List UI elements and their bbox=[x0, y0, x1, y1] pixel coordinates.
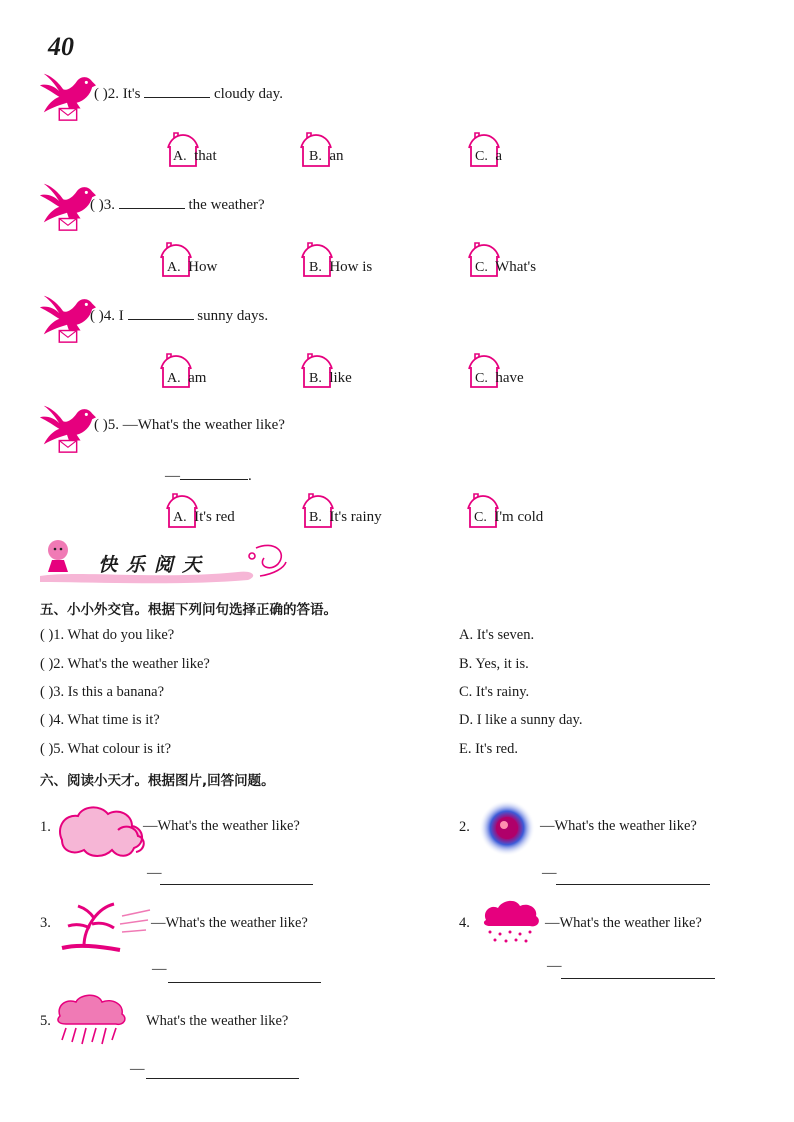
answer-line[interactable] bbox=[168, 981, 321, 983]
question-4: ( )4. I sunny days. bbox=[90, 308, 269, 324]
answer-line[interactable] bbox=[556, 883, 710, 885]
answer-dash: — bbox=[152, 961, 167, 977]
option-b[interactable]: B. like bbox=[309, 370, 352, 386]
section-banner bbox=[38, 536, 288, 586]
option-a[interactable]: A. am bbox=[167, 370, 207, 386]
item-question: —What's the weather like? bbox=[143, 818, 300, 834]
option-a[interactable]: A. It's red bbox=[173, 509, 235, 525]
answer-line: — . bbox=[165, 468, 252, 484]
page-number: 40 bbox=[48, 32, 74, 61]
answer-blank[interactable] bbox=[119, 196, 185, 209]
item-question: —What's the weather like? bbox=[540, 818, 697, 834]
match-question-4: ( )4. What time is it? bbox=[40, 712, 160, 728]
option-b[interactable]: B. It's rainy bbox=[309, 509, 382, 525]
match-question-2: ( )2. What's the weather like? bbox=[40, 656, 210, 672]
option-c[interactable]: C. have bbox=[475, 370, 524, 386]
question-5: ( )5. —What's the weather like? bbox=[94, 417, 285, 433]
match-answer-d: D. I like a sunny day. bbox=[459, 712, 583, 728]
section-5-heading: 五、小小外交官。根据下列问句选择正确的答语。 bbox=[40, 602, 337, 618]
question-3: ( )3. the weather? bbox=[90, 197, 265, 213]
option-c[interactable]: C. a bbox=[475, 148, 503, 164]
answer-dash: — bbox=[130, 1061, 145, 1077]
banner-title: 快乐阅天 bbox=[98, 554, 211, 576]
match-question-3: ( )3. Is this a banana? bbox=[40, 684, 165, 700]
cloudy-icon bbox=[52, 800, 152, 860]
item-question: What's the weather like? bbox=[146, 1013, 289, 1029]
option-a[interactable]: A. that bbox=[173, 148, 217, 164]
snowy-icon bbox=[480, 898, 542, 944]
bird-icon bbox=[38, 288, 96, 346]
bird-icon bbox=[38, 176, 96, 234]
answer-blank[interactable] bbox=[180, 467, 248, 480]
item-number: 3. bbox=[40, 915, 51, 931]
option-b[interactable]: B. an bbox=[309, 148, 344, 164]
item-number: 4. bbox=[459, 915, 470, 931]
question-2: ( )2. It's cloudy day. bbox=[94, 86, 283, 102]
windy-icon bbox=[54, 896, 154, 956]
match-question-5: ( )5. What colour is it? bbox=[40, 741, 172, 757]
answer-dash: — bbox=[147, 865, 162, 881]
answer-line[interactable] bbox=[561, 977, 715, 979]
match-answer-a: A. It's seven. bbox=[459, 627, 535, 643]
option-a[interactable]: A. How bbox=[167, 259, 218, 275]
section-6-heading: 六、阅读小天才。根据图片,回答问题。 bbox=[40, 773, 275, 789]
match-answer-b: B. Yes, it is. bbox=[459, 656, 529, 672]
item-number: 5. bbox=[40, 1013, 51, 1029]
answer-dash: — bbox=[547, 958, 562, 974]
option-c[interactable]: C. I'm cold bbox=[474, 509, 544, 525]
answer-line[interactable] bbox=[146, 1077, 299, 1079]
match-answer-e: E. It's red. bbox=[459, 741, 518, 757]
item-number: 2. bbox=[459, 819, 470, 835]
match-question-1: ( )1. What do you like? bbox=[40, 627, 175, 643]
sunny-icon bbox=[474, 798, 540, 858]
item-number: 1. bbox=[40, 819, 51, 835]
item-question: —What's the weather like? bbox=[545, 915, 702, 931]
answer-line[interactable] bbox=[160, 883, 313, 885]
option-b[interactable]: B. How is bbox=[309, 259, 373, 275]
answer-dash: — bbox=[542, 865, 557, 881]
rainy-icon bbox=[54, 992, 130, 1048]
option-c[interactable]: C. What's bbox=[475, 259, 537, 275]
bird-icon bbox=[38, 398, 96, 456]
answer-blank[interactable] bbox=[144, 85, 210, 98]
match-answer-c: C. It's rainy. bbox=[459, 684, 530, 700]
item-question: —What's the weather like? bbox=[151, 915, 308, 931]
bird-icon bbox=[38, 66, 96, 124]
answer-blank[interactable] bbox=[128, 307, 194, 320]
